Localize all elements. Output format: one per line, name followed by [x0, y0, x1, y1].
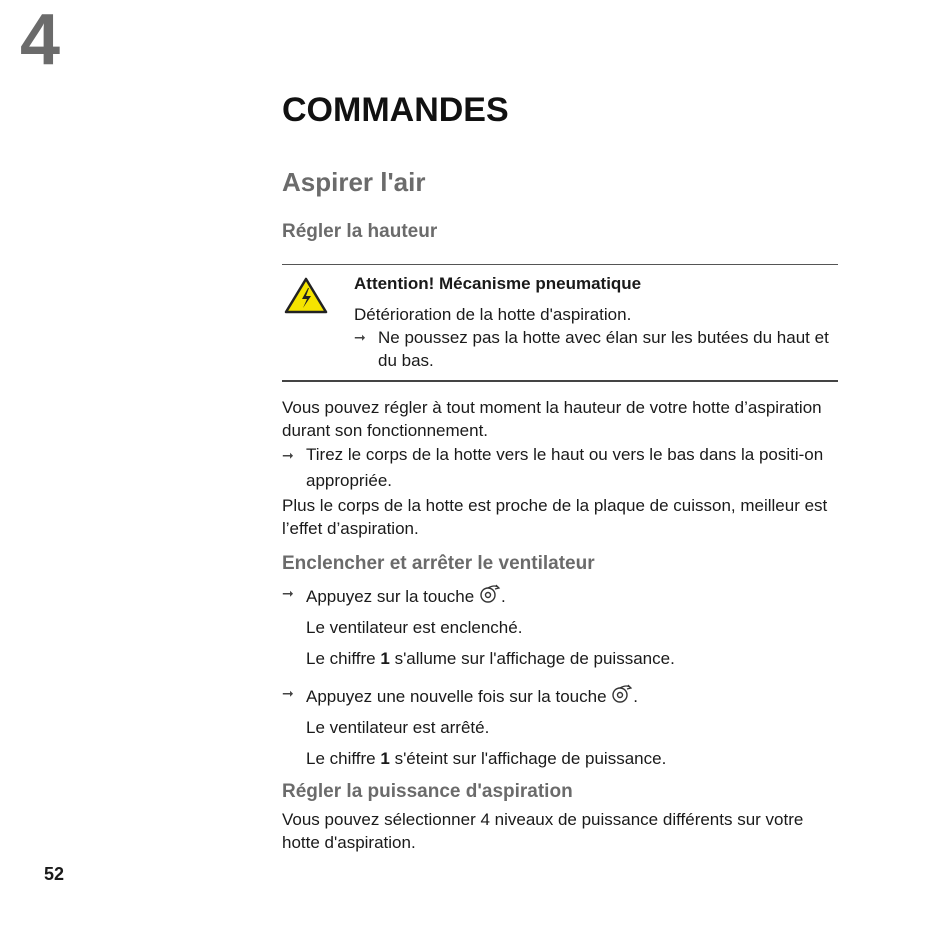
fan-off-step: ➞ Appuyez une nouvelle fois sur la touche . [282, 682, 838, 708]
warning-title: Attention! Mécanisme pneumatique [354, 274, 642, 293]
warning-box [282, 264, 838, 382]
chapter-number: 4 [20, 0, 61, 80]
page-number: 52 [44, 864, 65, 884]
power-section [282, 780, 838, 854]
page-title: COMMANDES [282, 91, 509, 129]
subsection-heading-height: Régler la hauteur [282, 221, 438, 242]
fan-on-result2-before: Le chiffre [306, 649, 376, 668]
power-text: Vous pouvez sélectionner 4 niveaux de puissance différents sur votre hotte d'aspiration. [282, 810, 804, 852]
fan-on-step: ➞ Appuyez sur la touche . [282, 582, 838, 608]
fan-off-step-text: Appuyez une nouvelle fois sur la touche [306, 687, 607, 706]
height-step-text: Tirez le corps de la hotte vers le haut ou vers le bas dans la positi-on appropriée. [306, 445, 824, 490]
height-instructions [282, 396, 838, 540]
page-content [282, 90, 838, 854]
fan-on-step-text: Appuyez sur la touche [306, 587, 475, 606]
subsection-heading-fan: Enclencher et arrêter le ventilateur [282, 553, 595, 574]
warning-text: Détérioration de la hotte d'aspiration. [354, 305, 632, 324]
arrow-icon: ➞ [282, 447, 294, 463]
fan-section [282, 552, 838, 770]
fan-on-result2 [282, 647, 838, 670]
fan-level-number: 1 [380, 749, 390, 768]
section-heading: Aspirer l'air [282, 167, 426, 197]
fan-off-result1: Le ventilateur est arrêté. [306, 718, 490, 737]
warning-step [354, 326, 838, 372]
fan-on-group [282, 582, 838, 670]
subsection-heading-power: Régler la puissance d'aspiration [282, 781, 573, 802]
height-intro: Vous pouvez régler à tout moment la hauteur de votre hotte d’aspiration durant son fonctionnement. [282, 398, 822, 440]
height-note: Plus le corps de la hotte est proche de la plaque de cuisson, meilleur est l’effet d’aspiration. [282, 496, 828, 538]
fan-off-group [282, 682, 838, 770]
arrow-icon: ➞ [282, 585, 294, 601]
arrow-icon: ➞ [354, 329, 366, 345]
height-step [282, 442, 838, 494]
fan-off-result2-after: s'éteint sur l'affichage de puissance. [394, 749, 667, 768]
fan-on-result2-after: s'allume sur l'affichage de puissance. [394, 649, 675, 668]
arrow-icon: ➞ [282, 685, 294, 701]
fan-icon [611, 682, 633, 704]
fan-on-result1: Le ventilateur est enclenché. [306, 618, 523, 637]
warning-step-text: Ne poussez pas la hotte avec élan sur les butées du haut et du bas. [378, 328, 829, 370]
fan-off-result2-before: Le chiffre [306, 749, 376, 768]
fan-icon [479, 582, 501, 604]
fan-off-result2 [282, 747, 838, 770]
fan-level-number: 1 [380, 649, 390, 668]
electric-warning-icon [284, 277, 328, 315]
warning-body [354, 273, 838, 372]
